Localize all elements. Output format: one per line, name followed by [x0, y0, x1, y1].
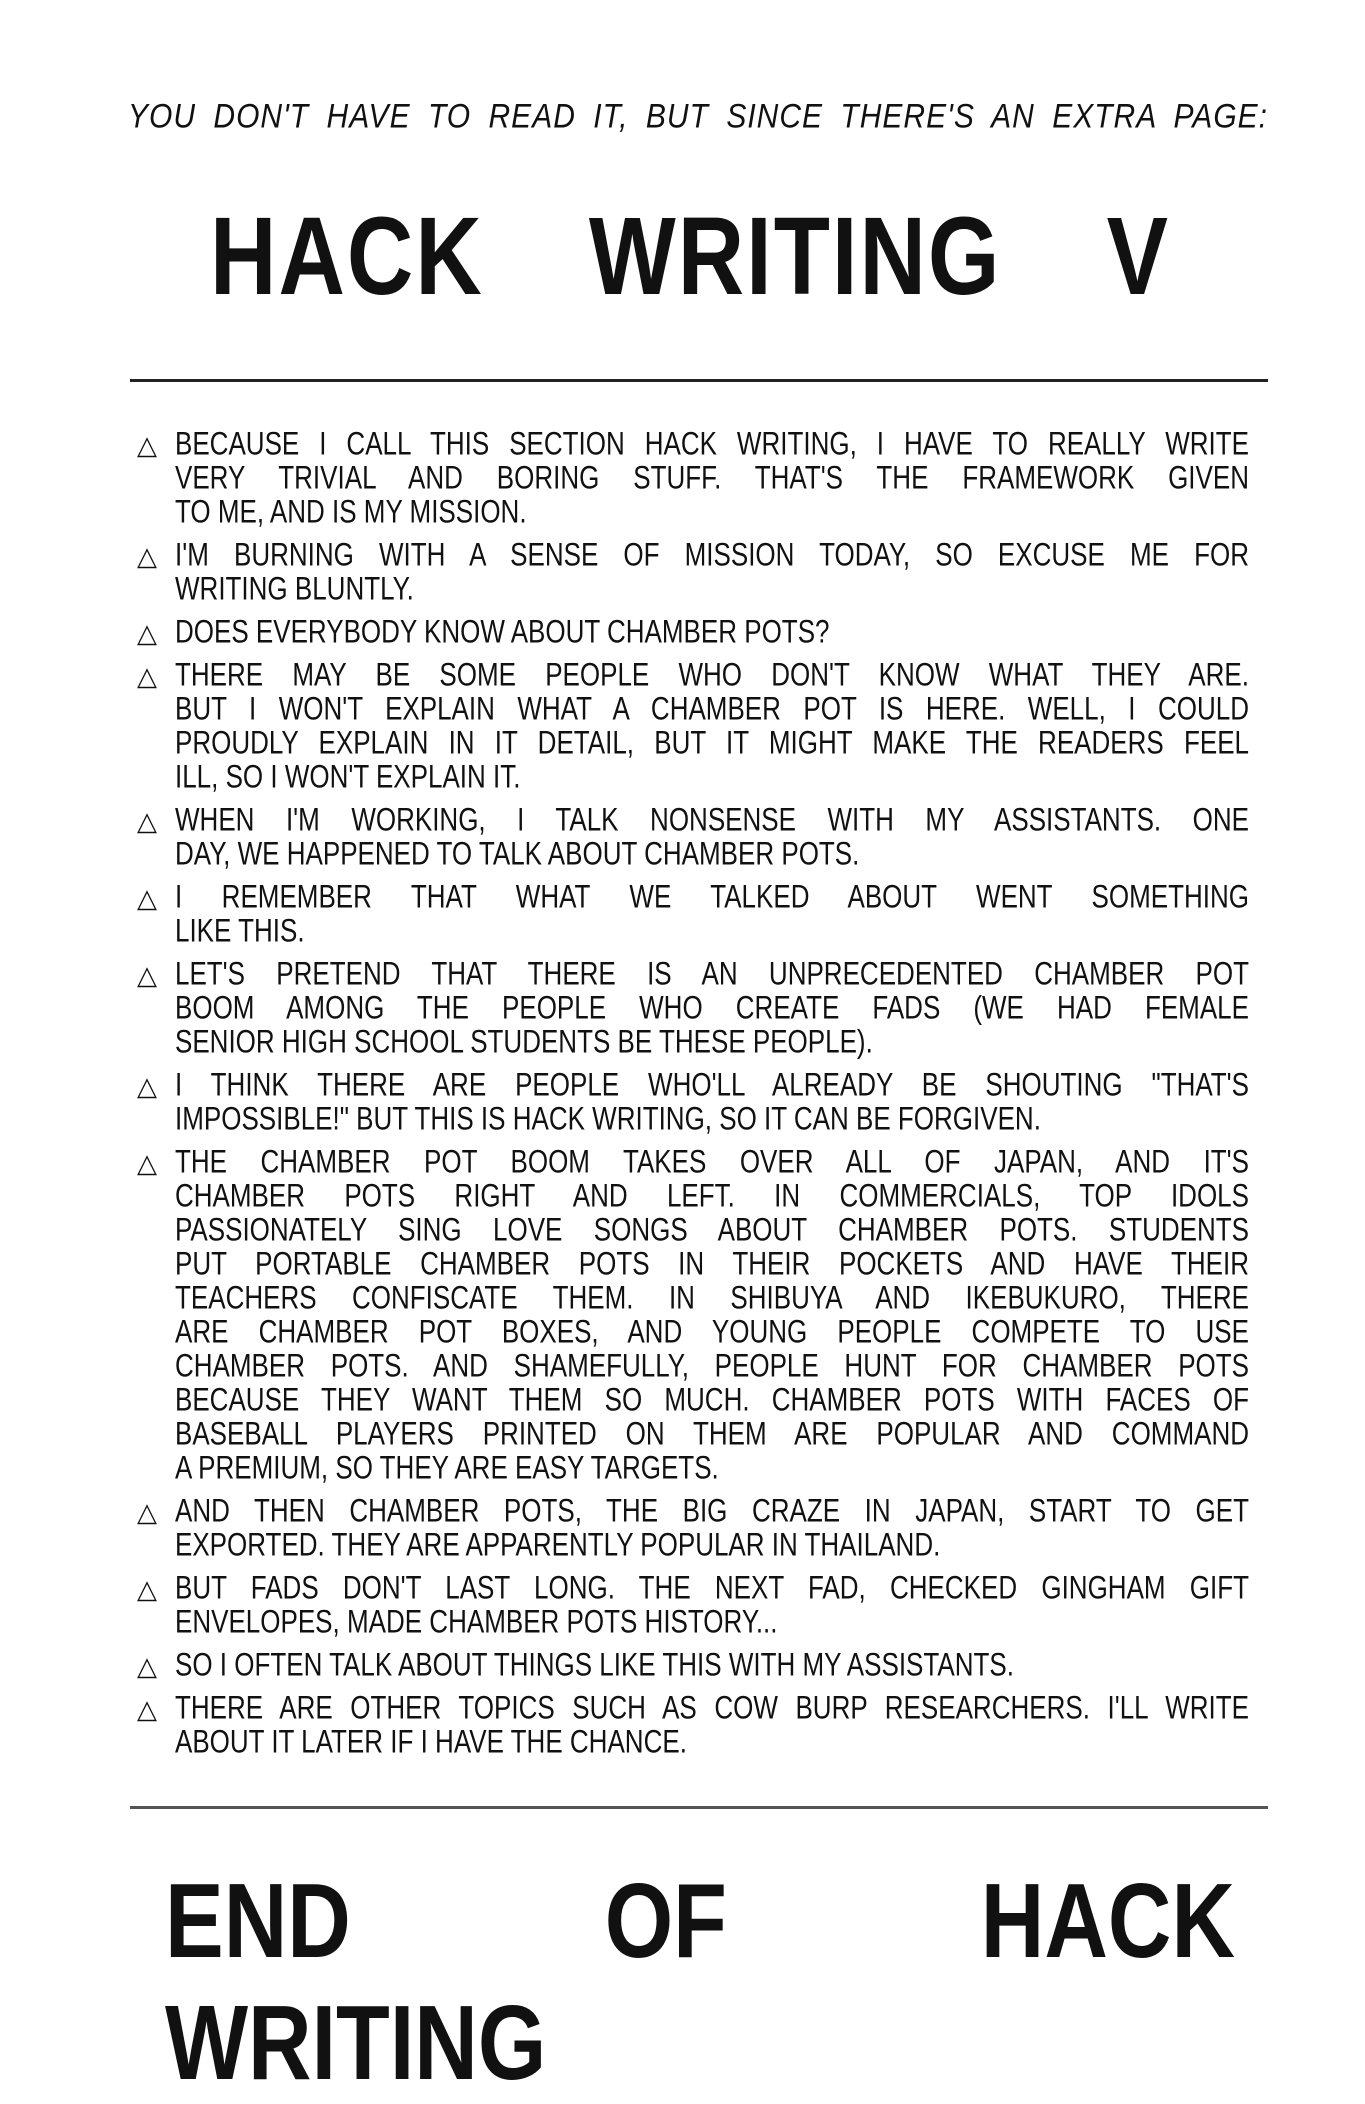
item-text-line: I THINK THERE ARE PEOPLE WHO'LL ALREADY BE SHOUTING "THAT'S [175, 1065, 1249, 1103]
item-text-line: AND THEN CHAMBER POTS, THE BIG CRAZE IN JAPAN, START TO GET [175, 1491, 1249, 1529]
triangle-bullet-icon: △ [137, 1651, 157, 1681]
item-text-line: TO ME, AND IS MY MISSION. [175, 492, 527, 530]
item-text-line: THERE MAY BE SOME PEOPLE WHO DON'T KNOW WHAT THEY ARE. [175, 655, 1249, 693]
item-text-line: LIKE THIS. [175, 911, 305, 949]
item-text-line: THE CHAMBER POT BOOM TAKES OVER ALL OF JAPAN, AND IT'S [175, 1142, 1249, 1180]
top-divider [130, 379, 1268, 382]
item-text-line: LET'S PRETEND THAT THERE IS AN UNPRECEDENTED CHAMBER POT [175, 954, 1249, 992]
item-text-line: BOOM AMONG THE PEOPLE WHO CREATE FADS (WE HAD FEMALE [175, 988, 1249, 1026]
intro-line: YOU DON'T HAVE TO READ IT, BUT SINCE THERE'S AN EXTRA PAGE: [128, 97, 1268, 136]
item-text-line: SO I OFTEN TALK ABOUT THINGS LIKE THIS WITH MY ASSISTANTS. [175, 1645, 1014, 1683]
item-text-line: BECAUSE THEY WANT THEM SO MUCH. CHAMBER POTS WITH FACES OF [175, 1380, 1249, 1418]
triangle-bullet-icon: △ [137, 960, 157, 990]
item-text-line: PASSIONATELY SING LOVE SONGS ABOUT CHAMBER POTS. STUDENTS [175, 1210, 1249, 1248]
item-text-line: TEACHERS CONFISCATE THEM. IN SHIBUYA AND IKEBUKURO, THERE [175, 1278, 1249, 1316]
list-item [137, 657, 1249, 793]
item-text-line: BUT FADS DON'T LAST LONG. THE NEXT FAD, CHECKED GINGHAM GIFT [175, 1568, 1249, 1606]
item-text-line: ILL, SO I WON'T EXPLAIN IT. [175, 757, 521, 795]
item-text-line: CHAMBER POTS RIGHT AND LEFT. IN COMMERCIALS, TOP IDOLS [175, 1176, 1249, 1214]
triangle-bullet-icon: △ [137, 883, 157, 913]
item-text-line: EXPORTED. THEY ARE APPARENTLY POPULAR IN THAILAND. [175, 1525, 941, 1563]
list-item [137, 426, 1249, 528]
item-text-line: A PREMIUM, SO THEY ARE EASY TARGETS. [175, 1448, 719, 1486]
triangle-bullet-icon: △ [137, 1148, 157, 1178]
item-text-line: CHAMBER POTS. AND SHAMEFULLY, PEOPLE HUNT FOR CHAMBER POTS [175, 1346, 1249, 1384]
list-item [137, 1570, 1249, 1638]
item-text-line: BECAUSE I CALL THIS SECTION HACK WRITING, I HAVE TO REALLY WRITE [175, 424, 1249, 462]
page-title: HACK WRITING V [210, 195, 1170, 319]
item-list [137, 426, 1249, 1767]
list-item [137, 1647, 1249, 1681]
list-item [137, 1144, 1249, 1484]
triangle-bullet-icon: △ [137, 806, 157, 836]
triangle-bullet-icon: △ [137, 1574, 157, 1604]
item-text-line: VERY TRIVIAL AND BORING STUFF. THAT'S THE FRAMEWORK GIVEN [175, 458, 1249, 496]
item-text-line: DOES EVERYBODY KNOW ABOUT CHAMBER POTS? [175, 612, 830, 650]
item-text-line: PUT PORTABLE CHAMBER POTS IN THEIR POCKETS AND HAVE THEIR [175, 1244, 1249, 1282]
triangle-bullet-icon: △ [137, 430, 157, 460]
item-text-line: BUT I WON'T EXPLAIN WHAT A CHAMBER POT IS HERE. WELL, I COULD [175, 689, 1249, 727]
item-text-line: ARE CHAMBER POT BOXES, AND YOUNG PEOPLE COMPETE TO USE [175, 1312, 1249, 1350]
triangle-bullet-icon: △ [137, 661, 157, 691]
triangle-bullet-icon: △ [137, 541, 157, 571]
list-item [137, 537, 1249, 605]
triangle-bullet-icon: △ [137, 618, 157, 648]
list-item [137, 1067, 1249, 1135]
item-text-line: ENVELOPES, MADE CHAMBER POTS HISTORY... [175, 1602, 778, 1640]
item-text-line: IMPOSSIBLE!" BUT THIS IS HACK WRITING, SO IT CAN BE FORGIVEN. [175, 1099, 1041, 1137]
list-item [137, 1493, 1249, 1561]
item-text-line: THERE ARE OTHER TOPICS SUCH AS COW BURP RESEARCHERS. I'LL WRITE [175, 1688, 1249, 1726]
item-text-line: WHEN I'M WORKING, I TALK NONSENSE WITH MY ASSISTANTS. ONE [175, 800, 1249, 838]
list-item [137, 956, 1249, 1058]
triangle-bullet-icon: △ [137, 1694, 157, 1724]
item-text-line: WRITING BLUNTLY. [175, 569, 414, 607]
item-text-line: BASEBALL PLAYERS PRINTED ON THEM ARE POPULAR AND COMMAND [175, 1414, 1249, 1452]
item-text-line: I REMEMBER THAT WHAT WE TALKED ABOUT WENT SOMETHING [175, 877, 1249, 915]
end-heading: END OF HACK WRITING [165, 1860, 1235, 2102]
item-text-line: SENIOR HIGH SCHOOL STUDENTS BE THESE PEOPLE). [175, 1022, 873, 1060]
list-item [137, 879, 1249, 947]
bottom-divider [130, 1806, 1268, 1809]
triangle-bullet-icon: △ [137, 1071, 157, 1101]
list-item [137, 614, 1249, 648]
item-text-line: PROUDLY EXPLAIN IN IT DETAIL, BUT IT MIGHT MAKE THE READERS FEEL [175, 723, 1249, 761]
item-text-line: ABOUT IT LATER IF I HAVE THE CHANCE. [175, 1722, 687, 1760]
list-item [137, 1690, 1249, 1758]
item-text-line: I'M BURNING WITH A SENSE OF MISSION TODAY, SO EXCUSE ME FOR [175, 535, 1249, 573]
triangle-bullet-icon: △ [137, 1497, 157, 1527]
list-item [137, 802, 1249, 870]
item-text-line: DAY, WE HAPPENED TO TALK ABOUT CHAMBER POTS. [175, 834, 860, 872]
